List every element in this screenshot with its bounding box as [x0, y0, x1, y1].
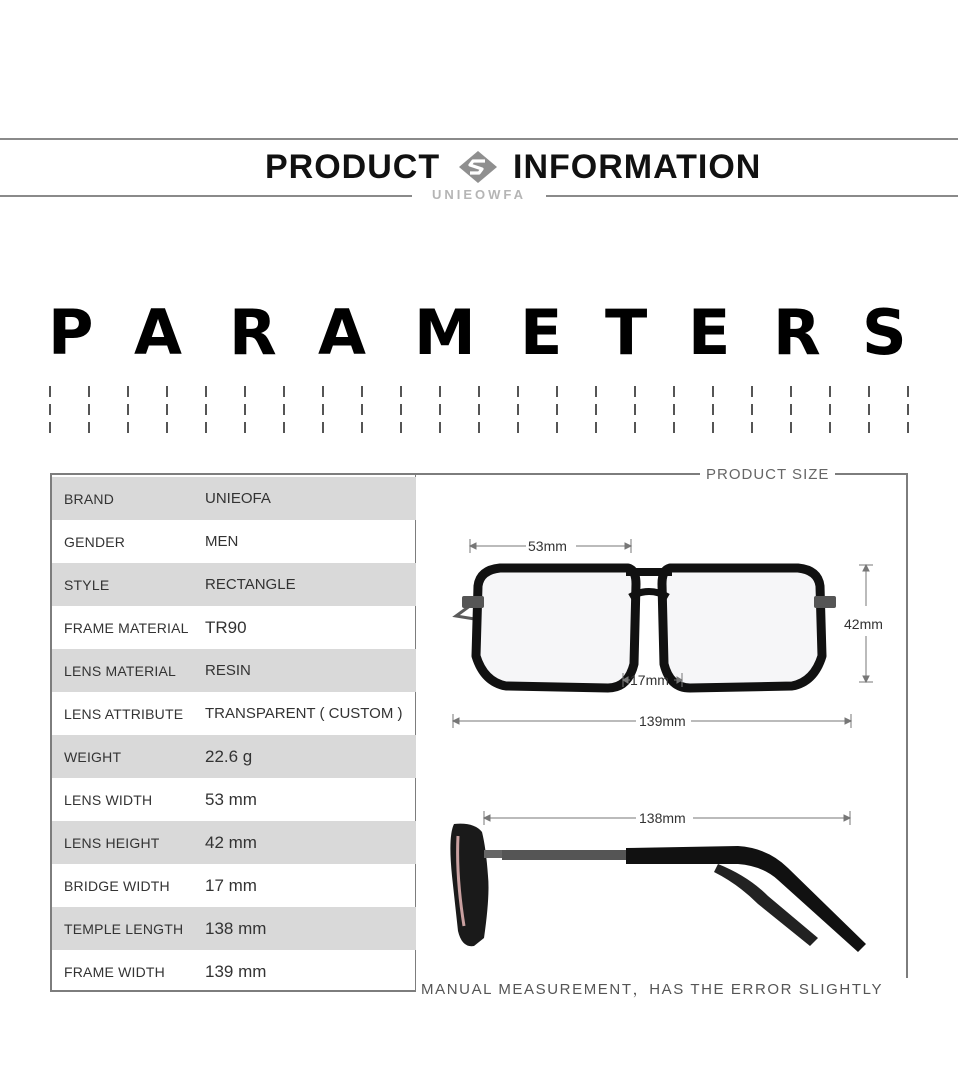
- tick-mark: [673, 422, 675, 433]
- tick-mark: [205, 422, 207, 433]
- spec-label: LENS MATERIAL: [64, 662, 177, 679]
- tick-mark: [868, 386, 870, 397]
- header-top-rule: [0, 138, 958, 140]
- spec-label: FRAME WIDTH: [64, 963, 165, 980]
- spec-row: [52, 735, 416, 778]
- tick-mark: [517, 422, 519, 433]
- spec-row: [52, 563, 416, 606]
- spec-label: BRIDGE WIDTH: [64, 877, 170, 894]
- bridge-label: 17mm: [630, 672, 669, 688]
- tick-mark: [322, 422, 324, 433]
- tick-mark: [283, 404, 285, 415]
- tick-mark: [400, 404, 402, 415]
- spec-row: [52, 520, 416, 563]
- tick-mark: [88, 386, 90, 397]
- tick-mark: [556, 386, 558, 397]
- tick-mark: [439, 422, 441, 433]
- tick-mark: [634, 404, 636, 415]
- tick-mark: [478, 404, 480, 415]
- spec-label: BRAND: [64, 490, 115, 507]
- tick-mark: [673, 386, 675, 397]
- spec-value: MEN: [205, 533, 239, 550]
- tick-mark: [712, 422, 714, 433]
- parameters-letter: A: [318, 296, 366, 369]
- lens-height-label: 42mm: [844, 616, 883, 632]
- lens-width-label: 53mm: [528, 538, 567, 554]
- tick-mark: [790, 386, 792, 397]
- dashed-tick-row: [0, 386, 958, 436]
- spec-row: [52, 907, 416, 950]
- tick-mark: [166, 404, 168, 415]
- tick-mark: [751, 422, 753, 433]
- spec-value: RESIN: [205, 662, 251, 679]
- spec-row: [52, 864, 416, 907]
- parameters-title: [48, 296, 910, 369]
- measurement-footnote: MANUAL MEASUREMENT，HAS THE ERROR SLIGHTLY: [421, 981, 884, 998]
- spec-value: UNIEOFA: [205, 490, 271, 507]
- spec-value: 53 mm: [205, 789, 257, 809]
- tick-mark: [478, 422, 480, 433]
- spec-table: [50, 473, 416, 992]
- tick-mark: [205, 386, 207, 397]
- tick-mark: [790, 404, 792, 415]
- spec-label: TEMPLE LENGTH: [64, 920, 184, 937]
- spec-value: 138 mm: [205, 918, 267, 938]
- spec-value: 17 mm: [205, 875, 257, 895]
- tick-mark: [907, 386, 909, 397]
- front-view-glasses: [456, 568, 836, 688]
- tick-mark: [595, 386, 597, 397]
- tick-mark: [751, 386, 753, 397]
- tick-mark: [400, 422, 402, 433]
- tick-mark: [244, 404, 246, 415]
- tick-mark: [166, 386, 168, 397]
- product-size-label: PRODUCT SIZE: [700, 466, 835, 483]
- parameters-letter: S: [862, 296, 907, 369]
- tick-mark: [907, 422, 909, 433]
- parameters-letter: E: [688, 296, 731, 369]
- parameters-letter: E: [520, 296, 563, 369]
- tick-mark: [907, 404, 909, 415]
- parameters-letter: R: [229, 296, 277, 369]
- tick-mark: [283, 386, 285, 397]
- tick-mark: [400, 386, 402, 397]
- header-word-right: INFORMATION: [513, 148, 762, 186]
- spec-row: [52, 821, 416, 864]
- spec-row: [52, 606, 416, 649]
- tick-mark: [361, 404, 363, 415]
- spec-label: GENDER: [64, 533, 126, 550]
- tick-mark: [127, 422, 129, 433]
- frame-width-label: 139mm: [639, 713, 686, 729]
- spec-row: [52, 778, 416, 821]
- spec-value: RECTANGLE: [205, 576, 296, 593]
- tick-mark: [283, 422, 285, 433]
- spec-value: 42 mm: [205, 832, 257, 852]
- spec-value: 139 mm: [205, 961, 267, 981]
- tick-mark: [595, 404, 597, 415]
- parameters-letter: T: [605, 296, 648, 369]
- spec-row: [52, 477, 416, 520]
- spec-value: TRANSPARENT ( CUSTOM ): [205, 705, 403, 722]
- parameters-letter: M: [414, 296, 476, 369]
- tick-mark: [88, 404, 90, 415]
- spec-row: [52, 649, 416, 692]
- temple-length-label: 138mm: [639, 810, 686, 826]
- spec-row: [52, 692, 416, 735]
- tick-mark: [88, 422, 90, 433]
- tick-mark: [829, 422, 831, 433]
- tick-mark: [595, 422, 597, 433]
- tick-mark: [361, 422, 363, 433]
- tick-mark: [868, 422, 870, 433]
- spec-label: LENS ATTRIBUTE: [64, 705, 184, 722]
- tick-mark: [829, 404, 831, 415]
- tick-mark: [712, 404, 714, 415]
- spec-label: STYLE: [64, 576, 110, 593]
- tick-mark: [790, 422, 792, 433]
- tick-mark: [517, 404, 519, 415]
- tick-mark: [322, 404, 324, 415]
- parameters-letter: R: [773, 296, 821, 369]
- side-view-glasses: [450, 824, 866, 952]
- tick-mark: [478, 386, 480, 397]
- tick-mark: [439, 404, 441, 415]
- parameters-letter: A: [134, 296, 182, 369]
- spec-value: TR90: [205, 617, 247, 637]
- tick-mark: [166, 422, 168, 433]
- tick-mark: [556, 404, 558, 415]
- tick-mark: [205, 404, 207, 415]
- tick-mark: [556, 422, 558, 433]
- tick-mark: [244, 422, 246, 433]
- spec-label: LENS WIDTH: [64, 791, 153, 808]
- tick-mark: [829, 386, 831, 397]
- spec-row: [52, 950, 416, 993]
- tick-mark: [49, 422, 51, 433]
- tick-mark: [517, 386, 519, 397]
- tick-mark: [634, 386, 636, 397]
- header-word-left: PRODUCT: [265, 148, 441, 186]
- tick-mark: [712, 386, 714, 397]
- tick-mark: [49, 404, 51, 415]
- tick-mark: [322, 386, 324, 397]
- tick-mark: [673, 404, 675, 415]
- tick-mark: [127, 386, 129, 397]
- tick-mark: [868, 404, 870, 415]
- diamond-s-logo-icon: [458, 150, 498, 184]
- spec-label: FRAME MATERIAL: [64, 619, 189, 636]
- tick-mark: [244, 386, 246, 397]
- spec-label: LENS HEIGHT: [64, 834, 160, 851]
- tick-mark: [127, 404, 129, 415]
- glasses-diagram: [418, 476, 908, 976]
- tick-mark: [361, 386, 363, 397]
- spec-label: WEIGHT: [64, 748, 122, 765]
- tick-mark: [49, 386, 51, 397]
- tick-mark: [634, 422, 636, 433]
- tick-mark: [751, 404, 753, 415]
- parameters-letter: P: [48, 296, 94, 369]
- brand-wordmark: UNIEOWFA: [412, 187, 546, 202]
- spec-value: 22.6 g: [205, 746, 253, 766]
- tick-mark: [439, 386, 441, 397]
